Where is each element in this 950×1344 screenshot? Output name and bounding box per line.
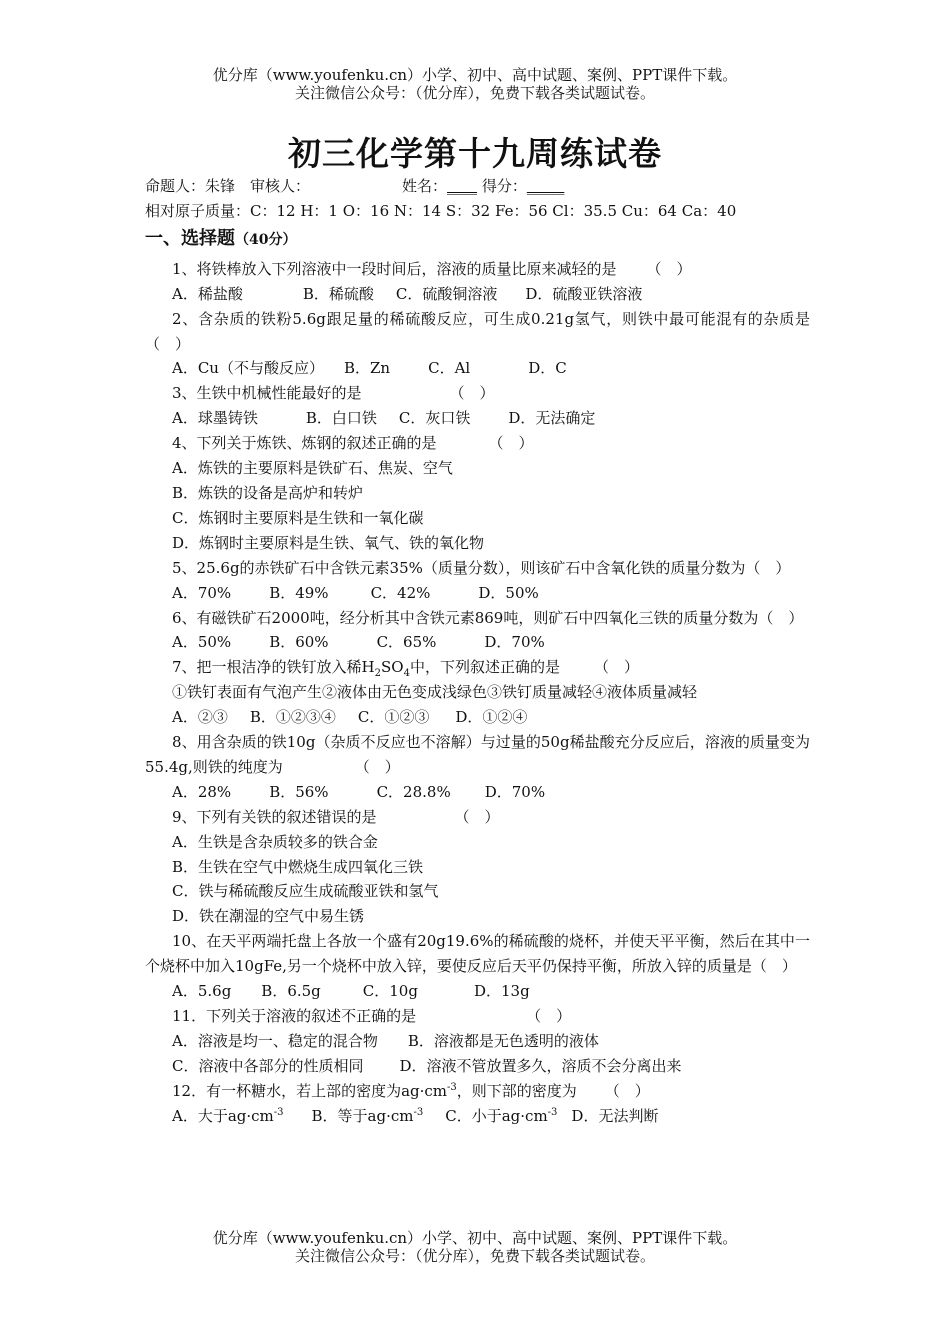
q12-sup: -3: [447, 1081, 457, 1093]
q5-option-b: B．49%: [269, 583, 329, 602]
q7-option-b: B．①②③④: [249, 708, 336, 727]
q7-bracket: （ ）: [593, 658, 639, 677]
q7-stem-a: 7、把一根洁净的铁钉放入稀H: [172, 658, 375, 677]
q12-stem-b: ，则下部的密度为: [456, 1081, 577, 1100]
q4-option-c: C．炼钢时主要原料是生铁和一氧化碳: [172, 508, 424, 527]
q8-option-d: D．70%: [484, 782, 546, 801]
q3-stem: 3、生铁中机械性能最好的是: [172, 384, 362, 403]
q10-options: [145, 979, 810, 1004]
q1-option-d: D．硫酸亚铁溶液: [525, 284, 643, 303]
q7-stem-c: 中，下列叙述正确的是: [409, 658, 560, 677]
q7-sub-2: 4: [403, 668, 410, 680]
footer-line-1: 优分库（www.youfenku.cn）小学、初中、高中试题、案例、PPT课件下载。: [212, 1229, 738, 1247]
question-11: [145, 1004, 810, 1029]
q3-options: [145, 406, 810, 431]
q3-option-b: B．白口铁: [305, 409, 377, 428]
section-heading: [145, 224, 810, 255]
q6-option-b: B．60%: [269, 633, 329, 652]
q12-option-a: A．大于ag·cm: [172, 1106, 274, 1125]
question-10: 10、在天平两端托盘上各放一个盛有20g19.6%的稀硫酸的烧杯，并使天平平衡，然后在其中一个烧杯中加入10gFe,另一个烧杯中放入锌，要使反应后天平仍保持平衡，所放入锌的质量是（ ）: [145, 932, 810, 976]
q11-option-a: A．溶液是均一、稳定的混合物: [172, 1031, 378, 1050]
q5-option-a: A．70%: [172, 583, 232, 602]
q8-stem: 8、用含杂质的铁10g（杂质不反应也不溶解）与过量的50g稀盐酸充分反应后，溶液的质量变为55.4g,则铁的纯度为: [145, 733, 810, 776]
q5-option-c: C．42%: [370, 583, 431, 602]
q4-stem: 4、下列关于炼铁、炼钢的叙述正确的是: [172, 434, 437, 453]
page-title: 初三化学第十九周练试卷: [288, 134, 662, 173]
q1-bracket: （ ）: [646, 259, 692, 278]
header-line-2: 关注微信公众号：（优分库），免费下载各类试题试卷。: [294, 84, 655, 102]
footer-line-2: 关注微信公众号：（优分库），免费下载各类试题试卷。: [294, 1247, 655, 1265]
q4-bracket: （ ）: [488, 434, 534, 453]
q12-option-d: D．无法判断: [571, 1106, 659, 1125]
q4-option-d: D．炼钢时主要原料是生铁、氧气、铁的氧化物: [172, 533, 485, 552]
page-footer: [0, 1229, 950, 1265]
q4-option-a: A．炼铁的主要原料是铁矿石、焦炭、空气: [172, 459, 453, 478]
q12-options: [145, 1104, 810, 1129]
q12-bracket: （ ）: [604, 1081, 650, 1100]
q12-option-c-sup: -3: [547, 1106, 558, 1118]
q12-option-b: B．等于ag·cm: [311, 1106, 414, 1125]
question-8: [145, 730, 810, 780]
question-4: [145, 431, 810, 456]
q11-bracket: （ ）: [526, 1007, 572, 1025]
q7-option-c: C．①②③: [357, 708, 430, 727]
q6-option-c: C．65%: [376, 633, 437, 652]
q5-option-d: D．50%: [478, 583, 539, 602]
q6-option-a: A．50%: [172, 633, 232, 652]
q7-option-a: A．②③: [172, 708, 228, 727]
q1-option-a: A．稀盐酸: [172, 284, 243, 303]
question-12: [145, 1079, 810, 1104]
q4-option-b: B．炼铁的设备是高炉和转炉: [172, 483, 364, 502]
q9-stem: 9、下列有关铁的叙述错误的是: [172, 807, 377, 826]
question-1: [145, 257, 810, 282]
q12-option-c: C．小于ag·cm: [445, 1106, 548, 1125]
q7-stem-b: SO: [381, 658, 404, 677]
exam-body: [145, 174, 810, 1129]
q2-option-c: C．Al: [428, 359, 471, 378]
q6-options: [145, 630, 810, 655]
q3-option-a: A．球墨铸铁: [172, 409, 258, 428]
question-6: 6、有磁铁矿石2000吨，经分析其中含铁元素869吨，则矿石中四氧化三铁的质量分数为（ ）: [172, 608, 804, 627]
q9-option-d: D．铁在潮湿的空气中易生锈: [172, 907, 365, 926]
q1-stem: 1、将铁棒放入下列溶液中一段时间后，溶液的质量比原来减轻的是: [172, 259, 617, 278]
score-label: 得分：: [481, 177, 527, 195]
q8-option-c: C．28.8%: [376, 782, 451, 801]
q11-options-ab: [145, 1029, 810, 1054]
section-points: （40分）: [235, 231, 297, 248]
authors: 命题人：朱锋 审核人：: [145, 177, 311, 195]
section-title: 一、选择题: [145, 227, 235, 249]
q2-option-a: A．Cu（不与酸反应）: [172, 359, 324, 378]
q10-option-b: B．6.5g: [261, 982, 321, 1001]
name-label: 姓名：: [402, 177, 448, 195]
name-blank: ____: [447, 177, 478, 195]
q12-stem-a: 12．有一杯糖水，若上部的密度为ag·cm: [172, 1081, 448, 1100]
q11-option-b: B．溶液都是无色透明的液体: [407, 1031, 599, 1050]
q7-option-d: D．①②④: [455, 708, 528, 727]
meta-line: [145, 174, 810, 199]
q11-stem: 11．下列关于溶液的叙述不正确的是: [172, 1007, 417, 1025]
q3-option-d: D．无法确定: [508, 409, 596, 428]
q7-options: [145, 705, 810, 730]
question-9: [145, 805, 810, 830]
q8-option-a: A．28%: [172, 782, 232, 801]
q11-option-c: C．溶液中各部分的性质相同: [172, 1056, 364, 1075]
q3-option-c: C．灰口铁: [398, 409, 471, 428]
q6-option-d: D．70%: [484, 633, 545, 652]
q2-option-b: B．Zn: [343, 359, 391, 378]
q1-options: [145, 282, 810, 307]
q9-bracket: （ ）: [454, 807, 500, 826]
q3-bracket: （ ）: [449, 384, 495, 403]
header-line-1: 优分库（www.youfenku.cn）小学、初中、高中试题、案例、PPT课件下载。: [212, 66, 738, 84]
q8-option-b: B．56%: [269, 782, 329, 801]
q8-bracket: （ ）: [354, 757, 400, 776]
q10-option-a: A．5.6g: [172, 982, 232, 1001]
page-header: [0, 66, 950, 102]
q7-statement: ①铁钉表面有气泡产生②液体由无色变成浅绿色③铁钉质量减轻④液体质量减轻: [172, 683, 698, 702]
q1-option-c: C．硫酸铜溶液: [395, 284, 498, 303]
question-7: [145, 655, 810, 680]
question-2: 2、含杂质的铁粉5.6g跟足量的稀硫酸反应，可生成0.21g氢气，则铁中最可能混有的杂质是（ ）: [145, 309, 810, 353]
q10-option-c: C．10g: [362, 982, 418, 1001]
q11-option-d: D．溶液不管放置多久，溶质不会分离出来: [399, 1056, 682, 1075]
atomic-mass-line: 相对原子质量：C：12 H：1 O：16 N：14 S：32 Fe：56 Cl：35.5 Cu：64 Ca：40: [145, 201, 737, 220]
q5-options: [145, 581, 810, 606]
q1-option-b: B．稀硫酸: [302, 284, 374, 303]
q2-options: [145, 356, 810, 381]
score-blank: _____: [526, 177, 565, 195]
q9-option-c: C．铁与稀硫酸反应生成硫酸亚铁和氢气: [172, 882, 439, 901]
question-5: 5、25.6g的赤铁矿石中含铁元素35%（质量分数），则该矿石中含氧化铁的质量分数为（ ）: [172, 558, 791, 577]
q10-option-d: D．13g: [473, 982, 530, 1001]
question-3: [145, 381, 810, 406]
q2-option-d: D．C: [528, 359, 567, 378]
q12-option-b-sup: -3: [413, 1106, 424, 1118]
q7-sub-1: 2: [374, 668, 382, 680]
q8-options: [145, 780, 810, 805]
q9-option-b: B．生铁在空气中燃烧生成四氧化三铁: [172, 857, 424, 876]
q9-option-a: A．生铁是含杂质较多的铁合金: [172, 832, 378, 851]
q12-option-a-sup: -3: [273, 1106, 284, 1118]
q11-options-cd: [145, 1054, 810, 1079]
